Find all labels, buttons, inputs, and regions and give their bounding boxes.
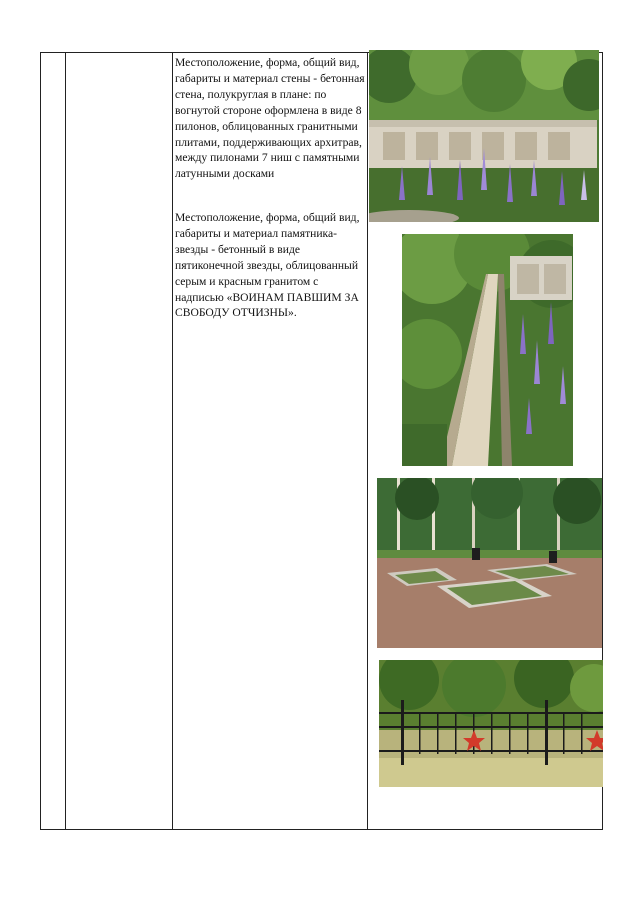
- fence-image: [379, 660, 603, 787]
- table-col-divider-2: [172, 52, 173, 830]
- graves-photo: [377, 478, 602, 648]
- table-col-divider-1: [65, 52, 66, 830]
- fence-photo: [379, 660, 603, 787]
- path-photo: [402, 234, 573, 466]
- wall-description: Местоположение, форма, общий вид, габариты и материал стены - бетонная стена, полукруглая в плане: по вогнутой стороне оформлена в виде 8 пилонов, облицованных гранитными плитами, поддерживающих архитрав, между пилонами 7 ниш с памятными латунными досками: [175, 56, 365, 181]
- table-col-divider-3: [367, 52, 368, 830]
- memorial-wall-image: [369, 50, 599, 222]
- path-image: [402, 234, 573, 466]
- memorial-wall-photo: [369, 50, 599, 222]
- graves-image: [377, 478, 602, 648]
- table-bottom-border: [40, 829, 603, 830]
- star-monument-description: Местоположение, форма, общий вид, габариты и материал памятника-звезды - бетонный в виде пятиконечной звезды, облицованный серым и красным гранитом с надписью «ВОИНАМ ПАВШИМ ЗА СВОБОДУ ОТЧИЗНЫ».: [175, 211, 360, 320]
- table-left-border: [40, 52, 41, 830]
